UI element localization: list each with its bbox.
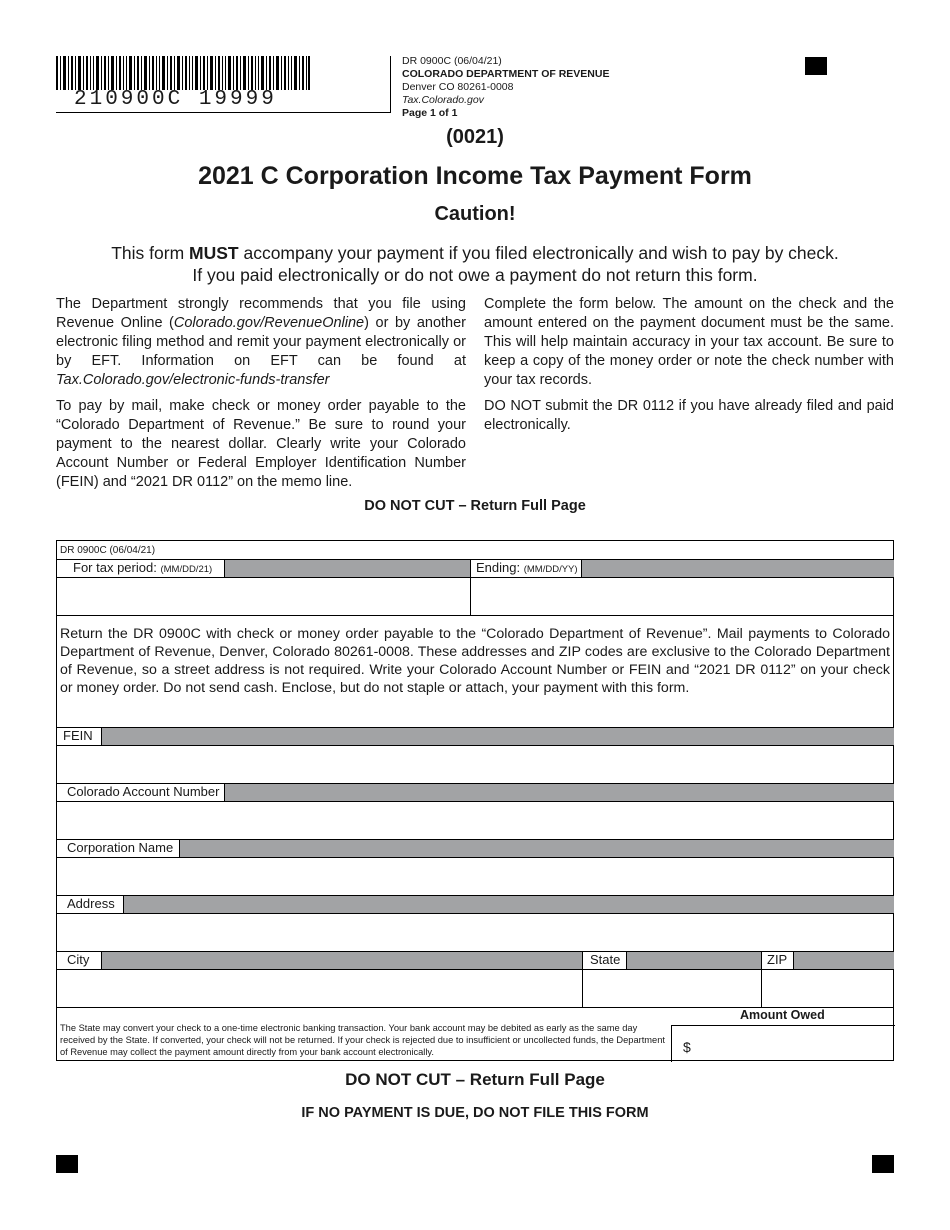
header-vertical-divider — [390, 56, 391, 113]
form-code: (0021) — [446, 126, 504, 148]
header-form-id: DR 0900C (06/04/21) — [402, 55, 502, 67]
city-label: City — [67, 952, 90, 967]
form-id: DR 0900C (06/04/21) — [60, 545, 156, 556]
intro-line1-pre: This form — [111, 243, 190, 263]
revenue-online-link[interactable]: Colorado.gov/RevenueOnline — [173, 315, 365, 331]
zip-field[interactable] — [794, 952, 894, 969]
right-paragraph-1: Complete the form below. The amount on the check and the amount entered on the payment document must be the same. This will help maintain accuracy in your tax account. Be sure to keep a copy of the money order or note the check number with your tax records. — [484, 296, 894, 388]
registration-mark-bottom-right — [872, 1155, 894, 1173]
state-label: State — [590, 952, 621, 967]
barcode — [56, 56, 310, 90]
header-page: Page 1 of 1 — [402, 107, 458, 119]
ending-label: Ending: (MM/DD/YY) — [476, 560, 578, 575]
header-address: Denver CO 80261-0008 — [402, 81, 514, 93]
do-not-cut-notice-bottom: DO NOT CUT – Return Full Page — [345, 1070, 605, 1089]
zip-label: ZIP — [767, 952, 788, 967]
intro-text — [0, 242, 950, 286]
form-rule — [57, 577, 893, 578]
amount-owed-field[interactable] — [671, 1025, 895, 1062]
tax-period-label-box — [57, 559, 225, 577]
city-field[interactable] — [102, 952, 582, 969]
form-rule — [57, 745, 893, 746]
registration-mark-bottom-left — [56, 1155, 78, 1173]
form-rule — [57, 801, 893, 802]
state-field[interactable] — [627, 952, 761, 969]
address-field[interactable] — [124, 896, 894, 913]
form-rule — [57, 857, 893, 858]
fein-label: FEIN — [63, 728, 93, 743]
form-rule — [57, 969, 893, 970]
registration-mark-top-right — [805, 57, 827, 75]
intro-line2: If you paid electronically or do not owe a payment do not return this form. — [192, 265, 758, 285]
address-label-box — [57, 895, 124, 913]
ending-label-box — [470, 559, 582, 577]
payment-form — [56, 540, 894, 1061]
corporation-name-field[interactable] — [180, 840, 894, 857]
left-p1-text-b: ) or by another electronic filing method and remit your payment electronically or by EFT. Information on EFT can be found at — [56, 315, 466, 369]
state-label-box — [583, 951, 627, 969]
intro-must: MUST — [189, 243, 239, 263]
corp-name-label-box — [57, 839, 180, 857]
address-label: Address — [67, 896, 115, 911]
caution-heading: Caution! — [434, 203, 516, 225]
left-column — [56, 295, 466, 499]
right-paragraph-2: DO NOT submit the DR 0112 if you have already filed and paid electronically. — [484, 398, 894, 433]
mailing-instructions: Return the DR 0900C with check or money order payable to the “Colorado Department of Revenue”. Mail payments to Colorado Department of Revenue, Denver, Colorado 80261-0008. These addresses and ZIP codes are exclusive to the Colorado Department of Revenue, so a street address is not required. Write your Colorado Account Number or FEIN and “2021 DR 0112” on your check or money order. Do not send cash. Enclose, but do not staple or attach, your payment with this form. — [60, 626, 890, 696]
page-title: 2021 C Corporation Income Tax Payment Form — [198, 162, 752, 190]
fein-field[interactable] — [102, 728, 894, 745]
account-number-field[interactable] — [225, 784, 894, 801]
zip-label-box — [762, 951, 794, 969]
city-label-box — [57, 951, 102, 969]
account-label-box — [57, 783, 225, 801]
form-rule — [57, 913, 893, 914]
no-payment-notice: IF NO PAYMENT IS DUE, DO NOT FILE THIS FORM — [301, 1105, 649, 1121]
right-column — [484, 295, 894, 442]
form-rule — [57, 615, 893, 616]
account-number-label: Colorado Account Number — [67, 784, 220, 799]
dollar-sign: $ — [683, 1039, 691, 1055]
eft-link[interactable]: Tax.Colorado.gov/electronic-funds-transfer — [56, 372, 330, 388]
corporation-name-label: Corporation Name — [67, 840, 174, 855]
tax-period-field[interactable] — [225, 560, 470, 577]
barcode-number: 210900C 19999 — [74, 88, 277, 111]
left-paragraph-2: To pay by mail, make check or money order payable to the “Colorado Department of Revenue.” Be sure to round your payment to the nearest dollar. Clearly write your Colorado Account Number or Federal Employer Identification Number (FEIN) and “2021 DR 0112” on the memo line. — [56, 398, 466, 490]
header-department: COLORADO DEPARTMENT OF REVENUE — [402, 68, 610, 80]
fein-label-box — [57, 727, 102, 745]
tax-period-label: For tax period: (MM/DD/21) — [73, 560, 213, 575]
header-divider — [56, 112, 390, 113]
intro-line1-post: accompany your payment if you filed electronically and wish to pay by check. — [238, 243, 839, 263]
form-header — [402, 55, 609, 120]
ending-field[interactable] — [582, 560, 894, 577]
left-paragraph-1 — [56, 295, 466, 390]
check-conversion-notice: The State may convert your check to a one-time electronic banking transaction. Your bank account may be debited as early as the same day received by the State. If converted, your check will not be returned. If your check is rejected due to insufficient or uncollected funds, the Department of Revenue may collect the payment amount directly from your bank account electronically. — [60, 1023, 665, 1057]
left-p1-text-a: The Department strongly recommends that you file using Revenue Online ( — [56, 296, 466, 331]
do-not-cut-notice: DO NOT CUT – Return Full Page — [364, 498, 586, 514]
amount-owed-label: Amount Owed — [740, 1008, 825, 1022]
header-website: Tax.Colorado.gov — [402, 94, 484, 106]
